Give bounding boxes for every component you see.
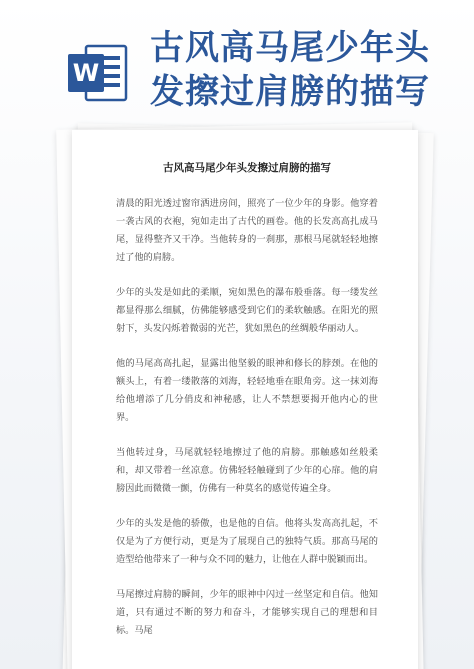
document-paragraph: 清晨的阳光透过窗帘洒进房间，照亮了一位少年的身影。他穿着一袭古风的衣袍，宛如走出了古代的画卷。他的长发高高扎成马尾，显得整齐又干净。当他转身的一刹那，那根马尾就轻轻地擦过了他的肩膀。 (116, 198, 378, 263)
word-icon-letter: W (72, 59, 100, 87)
banner-title-line-2: 发擦过肩膀的描写 (150, 72, 430, 112)
word-document-icon (64, 40, 130, 106)
banner-title (150, 26, 470, 114)
document-paragraph: 他的马尾高高扎起，显露出他坚毅的眼神和修长的脖颈。在他的额头上，有着一缕散落的刘海，轻轻地垂在眼角旁。这一抹刘海给他增添了几分俏皮和神秘感，让人不禁想要揭开他内心的世界。 (116, 358, 378, 423)
document-paragraph: 少年的头发是他的骄傲，也是他的自信。他将头发高高扎起，不仅是为了方便行动，更是为了展现自己的独特气质。那高马尾的造型给他带来了一种与众不同的魅力，让他在人群中脱颖而出。 (116, 518, 378, 565)
document-title: 古风高马尾少年头发擦过肩膀的描写 (163, 162, 331, 174)
document-paragraph: 当他转过身，马尾就轻轻地擦过了他的肩膀。那触感如丝般柔和，却又带着一丝凉意。仿佛轻轻触碰到了少年的心扉。他的肩膀因此而微微一颤，仿佛有一种莫名的感觉传遍全身。 (116, 447, 378, 494)
banner-title-line-1: 古风高马尾少年头 (150, 28, 430, 68)
document-paragraph: 少年的头发是如此的柔顺，宛如黑色的瀑布般垂落。每一缕发丝都显得那么细腻，仿佛能够感受到它们的柔软触感。在阳光的照射下，头发闪烁着微弱的光芒，犹如黑色的丝绸般华丽动人。 (116, 287, 378, 334)
document-body (116, 160, 378, 657)
document-paragraph: 马尾擦过肩膀的瞬间，少年的眼神中闪过一丝坚定和自信。他知道，只有通过不断的努力和奋斗，才能够实现自己的理想和目标。马尾 (116, 589, 378, 636)
